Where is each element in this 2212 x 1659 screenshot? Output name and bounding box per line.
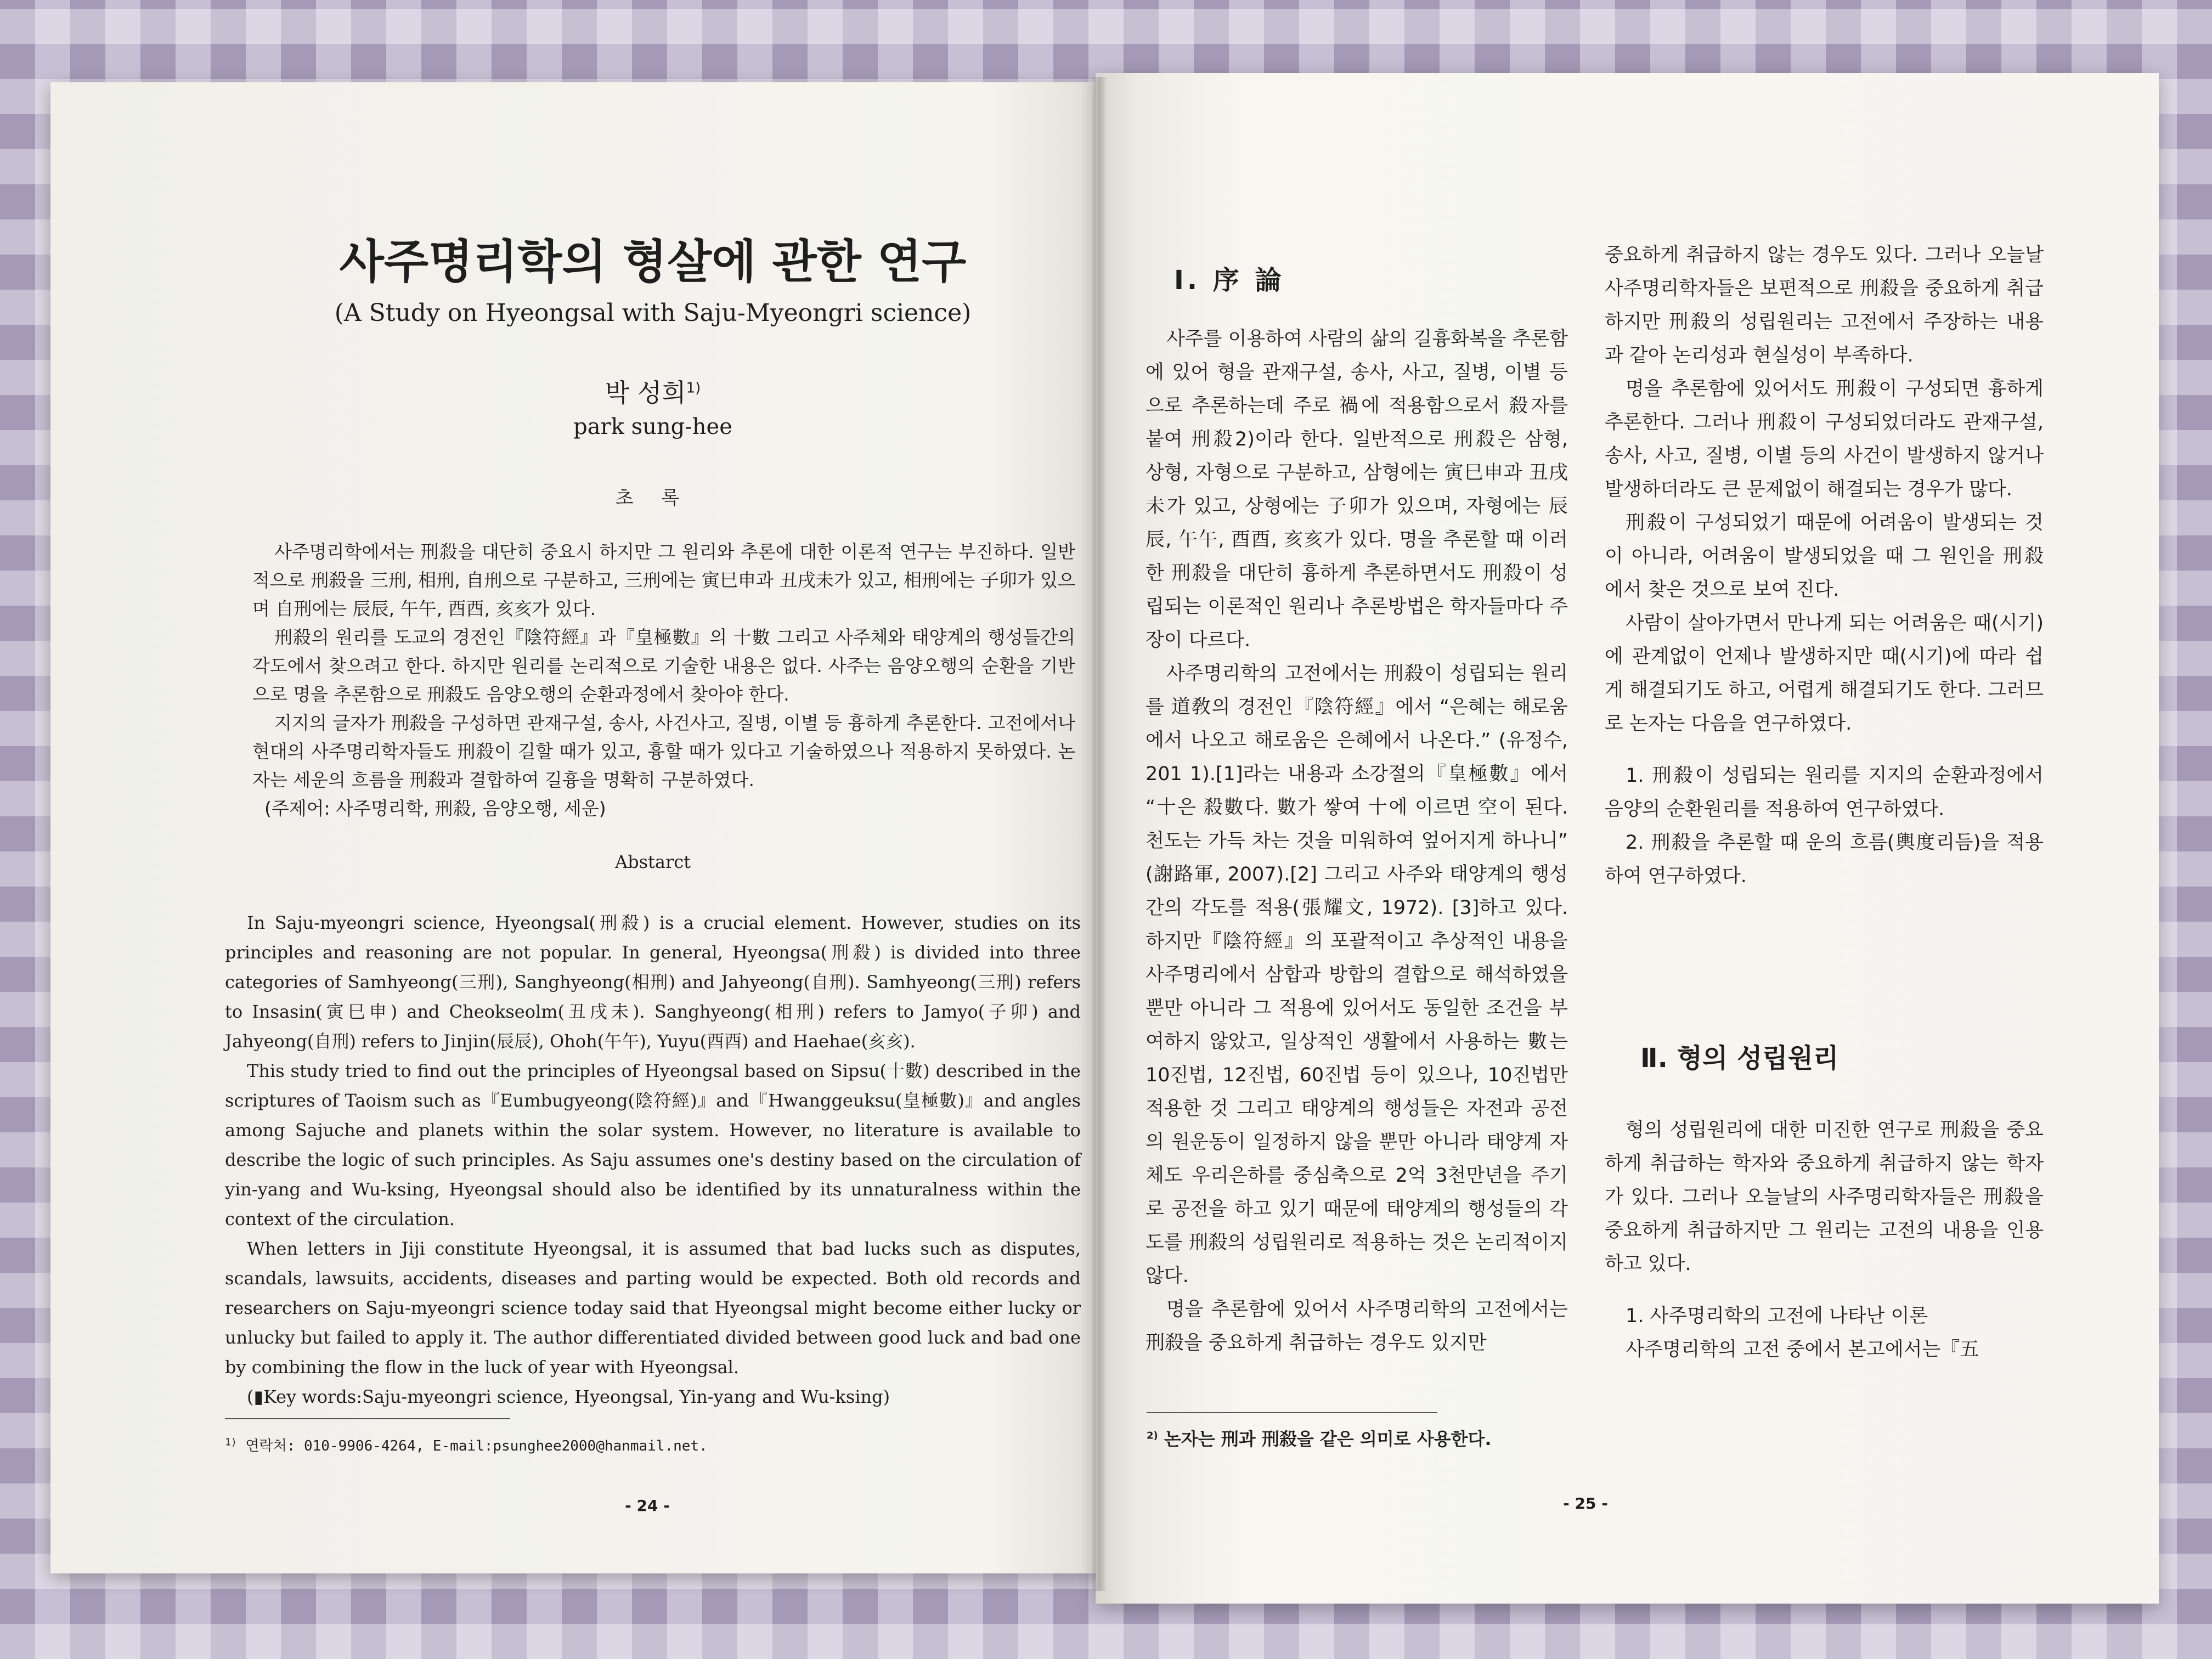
abstract-kr-paragraph: 刑殺의 원리를 도교의 경전인『陰符經』과『皇極數』의 十數 그리고 사주체와 태양계의 행성들간의 각도에서 찾으려고 한다. 하지만 원리를 논리적으로 기술한 내용은 없다. 사주는 음양오행의 순환을 기반으로 명을 추론함으로 刑殺도 음양오행의 순환과정에서 찾아야 한다. [252, 627, 1075, 705]
body-paragraph: 명을 추론함에 있어서 사주명리학의 고전에서는 刑殺을 중요하게 취급하는 경우도 있지만 [1146, 1299, 1568, 1354]
footnote-right-text: 논자는 刑과 刑殺을 같은 의미로 사용한다. [1164, 1429, 1492, 1449]
footnote-rule-right [1147, 1412, 1437, 1413]
abstract-en-keywords: (▮Key words:Saju-myeongri science, Hyeongsal, Yin-yang and Wu-ksing) [247, 1386, 890, 1407]
abstract-kr-paragraph: 사주명리학에서는 刑殺을 대단히 중요시 하지만 그 원리와 추론에 대한 이론적 연구는 부진하다. 일반적으로 刑殺을 三刑, 相刑, 自刑으로 구분하고, 三刑에는 寅巳申과 丑戌未가 있고, 相刑에는 子卯가 있으며 自刑에는 辰辰, 午午, 酉酉, 亥亥가 있다. [252, 541, 1075, 619]
body-paragraph: 刑殺이 구성되었기 때문에 어려움이 발생되는 것이 아니라, 어려움이 발생되었을 때 그 원인을 刑殺에서 찾은 것으로 보여 진다. [1605, 512, 2044, 601]
body-paragraph: 사주명리학의 고전 중에서 본고에서는『五 [1626, 1339, 1979, 1361]
abstract-english [225, 908, 1081, 1412]
author-name-kr: 박 성희 [605, 378, 686, 408]
abstract-heading-en: Abstarct [614, 851, 691, 872]
author-english: park sung-hee [573, 414, 732, 439]
numbered-item: 1. 刑殺이 성립되는 원리를 지지의 순환과정에서 음양의 순환원리를 적용하여 연구하였다. [1605, 765, 2044, 820]
subsection-heading: 1. 사주명리학의 고전에 나타난 이론 [1626, 1305, 1928, 1327]
right-page-column-2-lower [1605, 1114, 2044, 1367]
footnote-right [1147, 1425, 1492, 1451]
body-paragraph: 사주명리학의 고전에서는 刑殺이 성립되는 원리를 道敎의 경전인『陰符經』에서 “은혜는 해로움에서 나오고 해로움은 은혜에서 나온다.” (유정수, 201 1).[1]라는 내용과 소강절의『皇極數』에서 “十은 殺數다. 數가 쌓여 十에 이르면 空이 된다. 천도는 가득 차는 것을 미워하여 엎어지게 하나니” (謝路軍, 2007).[2] 그리고 사주와 태양계의 행성간의 각도를 적용(張耀文, 1972). [3]하고 있다. 하지만『陰符經』의 포괄적이고 추상적인 내용을 사주명리에서 삼합과 방합의 결합으로 해석하였을 뿐만 아니라 그 적용에 있어서도 동일한 조건을 부여하지 않았고, 일상적인 생활에서 사용하는 數는 10진법, 12진법, 60진법 등이 있으나, 10진법만 적용한 것 그리고 태양계의 행성들은 자전과 공전의 원운동이 일정하지 않을 뿐만 아니라 태양계 자체도 우리은하를 중심축으로 2억 3천만년을 주기로 공전을 하고 있기 때문에 태양계의 행성들의 각도를 刑殺의 성립원리로 적용하는 것은 논리적이지 않다. [1146, 663, 1568, 1287]
page-number-right: - 25 - [1563, 1494, 1608, 1513]
page-number-left: - 24 - [625, 1497, 670, 1515]
footnote-left-text: 연락처: 010-9906-4264, E-mail:psunghee2000@hanmail.net. [245, 1438, 708, 1454]
author-korean [165, 373, 1141, 409]
paper-subtitle: (A Study on Hyeongsal with Saju-Myeongri science) [334, 299, 972, 327]
body-paragraph: 형의 성립원리에 대한 미진한 연구로 刑殺을 중요하게 취급하는 학자와 중요하게 취급하지 않는 학자가 있다. 그러나 오늘날의 사주명리학자들은 刑殺을 중요하게 취급하지만 그 원리는 고전의 내용을 인용하고 있다. [1605, 1119, 2044, 1275]
section-heading-introduction: Ⅰ. 序 論 [1174, 265, 1285, 296]
paragraph-gap [1605, 1281, 2044, 1300]
paragraph-gap [1605, 741, 2044, 759]
right-page-column-1 [1146, 323, 1568, 1360]
abstract-heading-kr: 초 록 [615, 487, 691, 509]
body-paragraph: 중요하게 취급하지 않는 경우도 있다. 그러나 오늘날 사주명리학자들은 보편적으로 刑殺을 중요하게 취급하지만 刑殺의 성립원리는 고전에서 주장하는 내용과 같아 논리성과 현실성이 부족하다. [1605, 244, 2044, 366]
footnote-left [225, 1435, 708, 1455]
abstract-en-paragraph: In Saju-myeongri science, Hyeongsal(刑殺) is a crucial element. However, studies on its principles and reasoning are not popular. In general, Hyeongsa(刑殺) is divided into three categories of Samhyeong(三刑), Sanghyeong(相刑) and Jahyeong(自刑). Samhyeong(三刑) refers to Insasin(寅巳申) and Cheokseolm(丑戌未). Sanghyeong(相刑) refers to Jamyo(子卯) and Jahyeong(自刑) refers to Jinjin(辰辰), Ohoh(午午), Yuyu(酉酉) and Haehae(亥亥). [225, 912, 1081, 1052]
abstract-kr-keywords: (주제어: 사주명리학, 刑殺, 음양오행, 세운) [264, 798, 606, 819]
paper-title: 사주명리학의 형살에 관한 연구 [339, 235, 967, 289]
body-paragraph: 명을 추론함에 있어서도 刑殺이 구성되면 흉하게 추론한다. 그러나 刑殺이 구성되었더라도 관재구설, 송사, 사고, 질병, 이별 등의 사건이 발생하지 않거나 발생하더라도 큰 문제없이 해결되는 경우가 많다. [1605, 378, 2044, 500]
body-paragraph: 사람이 살아가면서 만나게 되는 어려움은 때(시기)에 관계없이 언제나 발생하지만 때(시기)에 따라 쉽게 해결되기도 하고, 어렵게 해결되기도 한다. 그러므로 논자는 다음을 연구하였다. [1605, 612, 2044, 735]
body-paragraph: 사주를 이용하여 사람의 삶의 길흉화복을 추론함에 있어 형을 관재구설, 송사, 사고, 질병, 이별 등으로 추론하는데 주로 禍에 적용함으로서 殺자를 붙여 刑殺2)이라 한다. 일반적으로 刑殺은 삼형, 상형, 자형으로 구분하고, 삼형에는 寅巳申과 丑戌未가 있고, 상형에는 子卯가 있으며, 자형에는 辰辰, 午午, 酉酉, 亥亥가 있다. 명을 추론할 때 이러한 刑殺을 대단히 흉하게 추론하면서도 刑殺이 성립되는 이론적인 원리나 추론방법은 학자들마다 주장이 다르다. [1146, 328, 1568, 651]
abstract-korean [252, 538, 1075, 823]
abstract-en-paragraph: This study tried to find out the principles of Hyeongsal based on Sipsu(十數) described in the scriptures of Taoism such as『Eumbugyeong(陰符經)』and『Hwanggeuksu(皇極數)』and angles among Sajuche and planets within the solar system. However, no literature is available to describe the logic of such principles. As Saju assumes one's destiny based on the circulation of yin-yang and Wu-ksing, Hyeongsal should also be identified by its unnaturalness within the context of the circulation. [225, 1060, 1081, 1229]
abstract-en-paragraph: When letters in Jiji constitute Hyeongsal, it is assumed that bad lucks such as disputes, scandals, lawsuits, accidents, diseases and parting would be expected. Both old records and researchers on Saju-myeongri science today said that Hyeongsal might become either lucky or unlucky but failed to apply it. The author differentiated divided between good luck and bad one by combining the flow in the luck of year with Hyeongsal. [225, 1238, 1081, 1378]
footnote-right-mark: 2) [1147, 1430, 1158, 1442]
author-footnote-mark: 1) [686, 380, 701, 397]
section-heading-principles: Ⅱ. 형의 성립원리 [1640, 1043, 1839, 1074]
numbered-item: 2. 刑殺을 추론할 때 운의 흐름(輿度리듬)을 적용하여 연구하였다. [1605, 832, 2044, 887]
right-page-column-2 [1605, 239, 2044, 893]
footnote-left-mark: 1) [225, 1436, 237, 1448]
footnote-rule-left [225, 1418, 510, 1419]
abstract-kr-paragraph: 지지의 글자가 刑殺을 구성하면 관재구설, 송사, 사건사고, 질병, 이별 등 흉하게 추론한다. 고전에서나 현대의 사주명리학자들도 刑殺이 길할 때가 있고, 흉할 때가 있다고 기술하였으나 적용하지 못하였다. 논자는 세운의 흐름을 刑殺과 결합하여 길흉을 명확히 구분하였다. [252, 712, 1075, 791]
